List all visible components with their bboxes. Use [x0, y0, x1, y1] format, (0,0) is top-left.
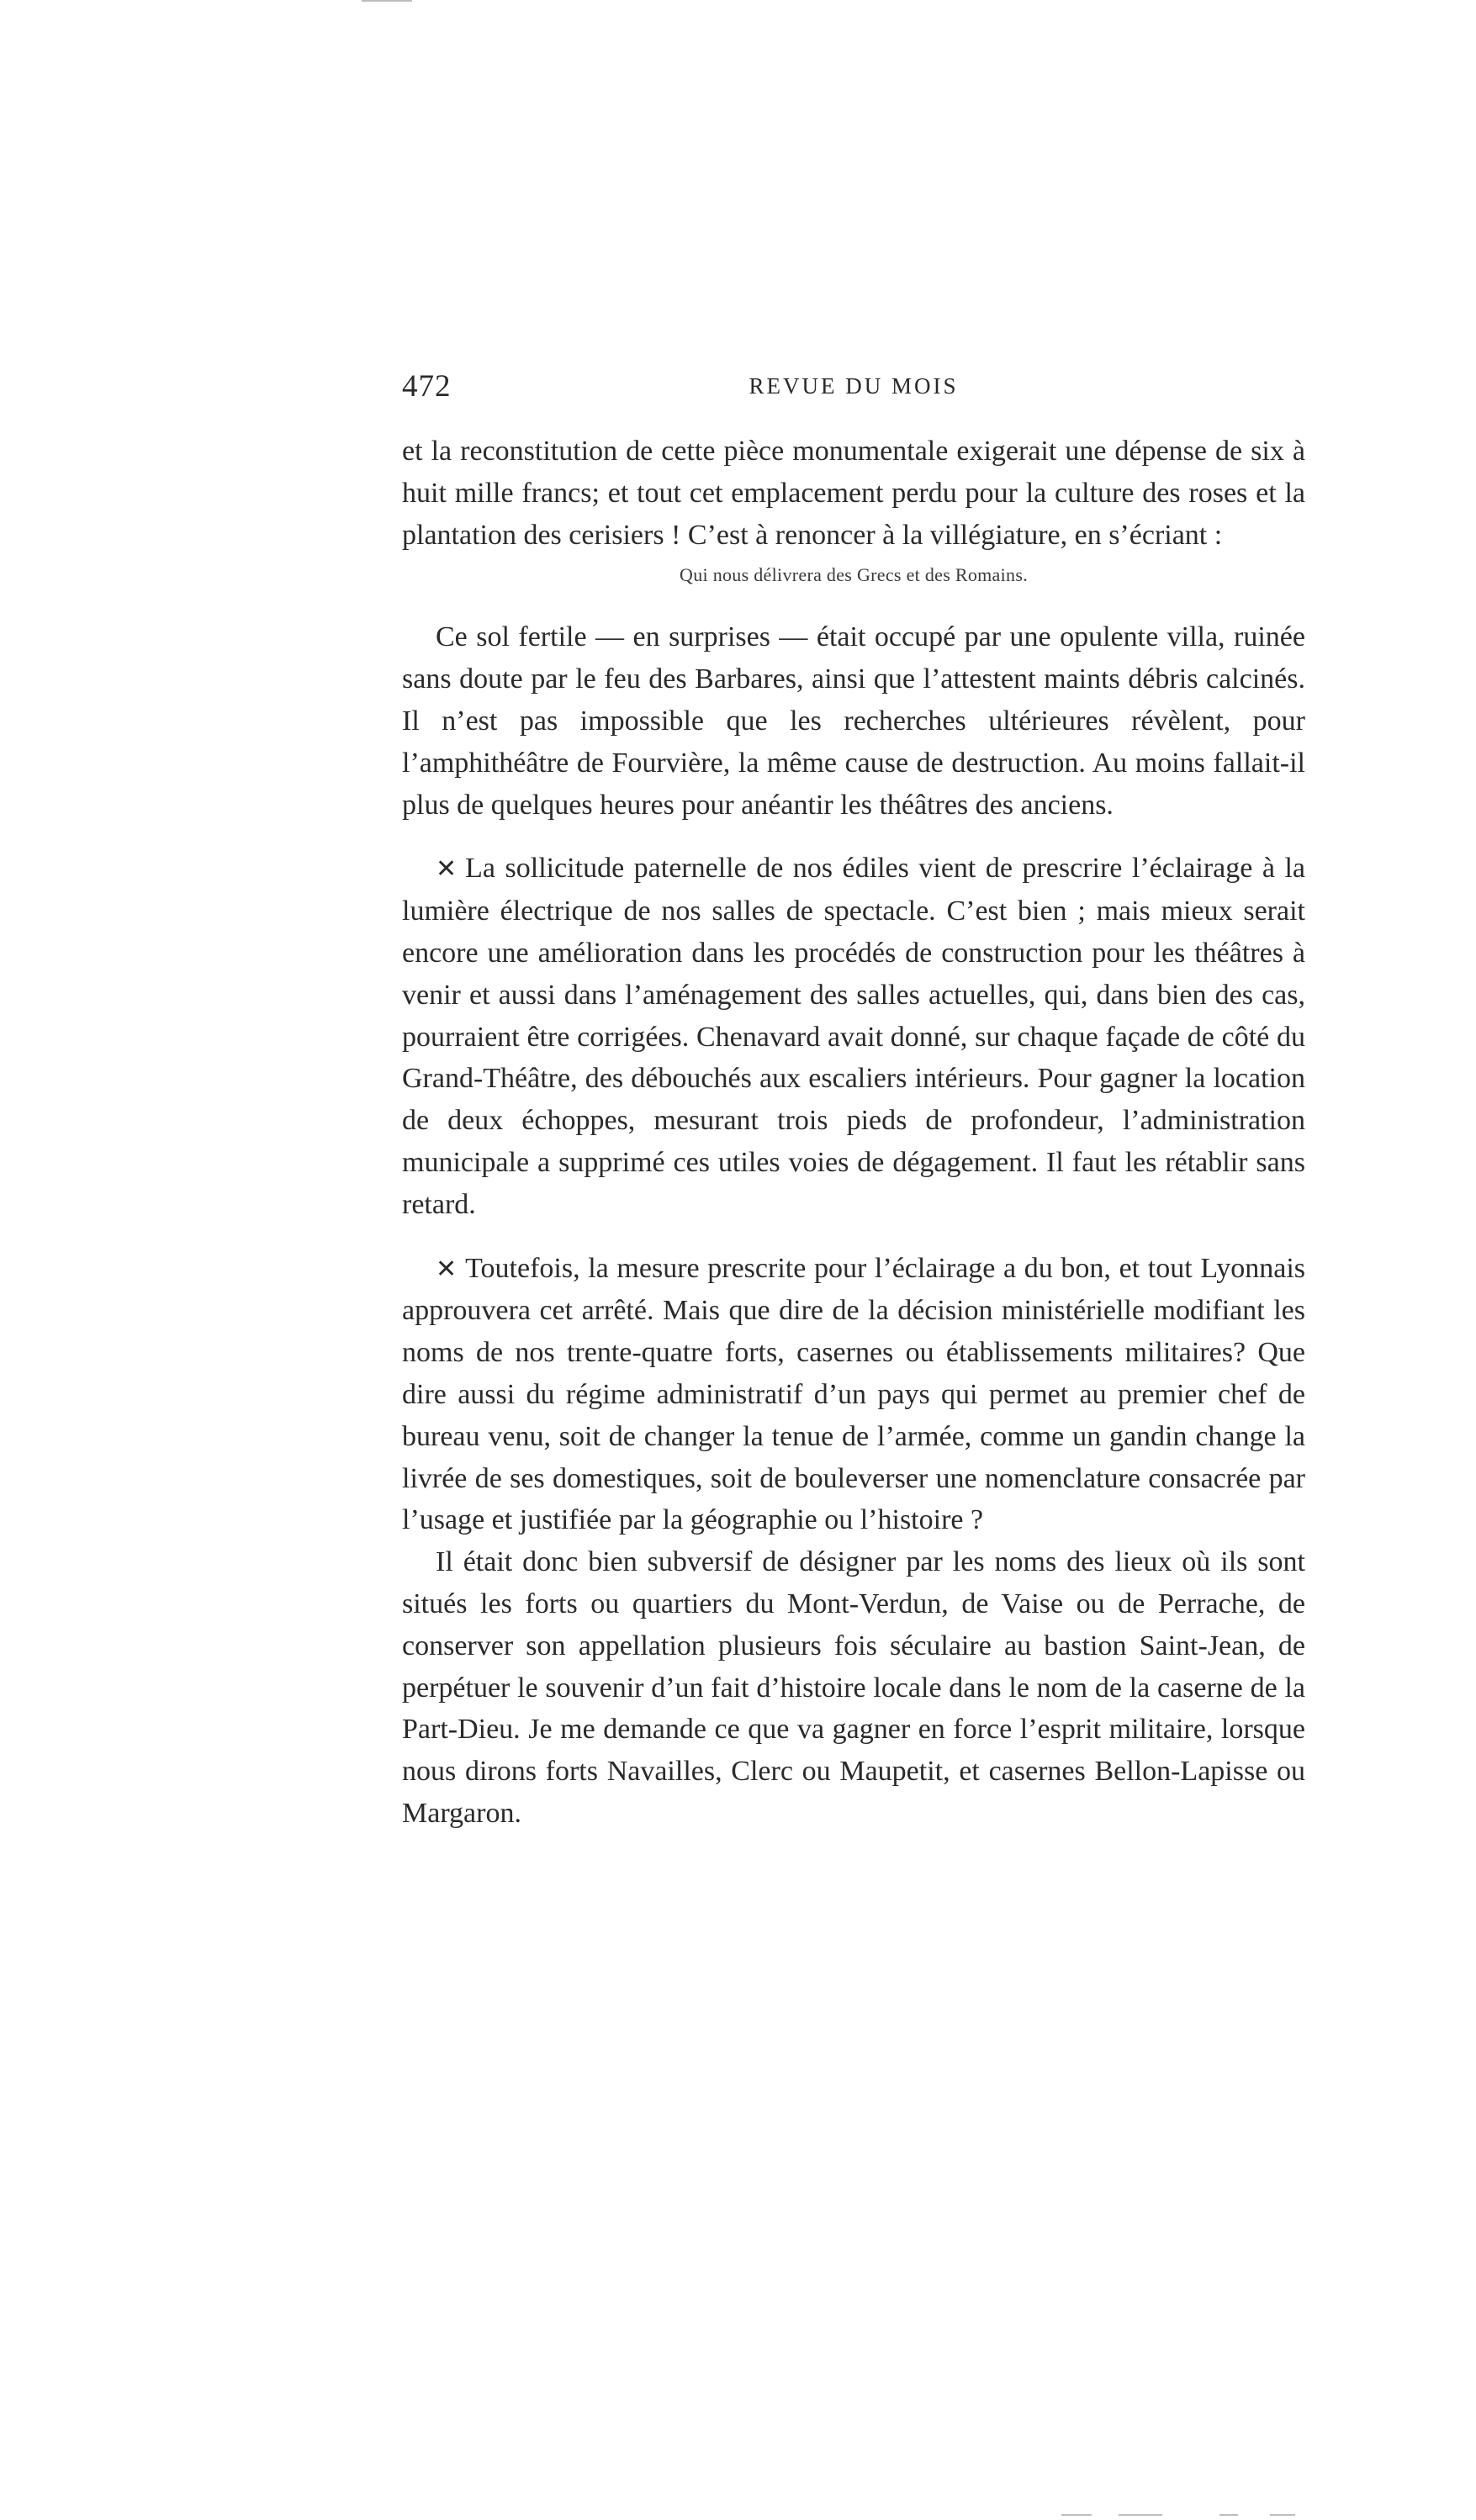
scan-speck [1219, 2514, 1238, 2516]
verse-quote: Qui nous délivrera des Grecs et des Romains. [680, 564, 1028, 586]
paragraph-4 [402, 1248, 1305, 1542]
running-head: REVUE DU MOIS [749, 373, 959, 399]
paragraph-2: Ce sol fertile — en surprises — était occupé par une opulente villa, ruinée sans doute par le feu des Barbares, ainsi que l’attestent maints débris calcinés. Il n’est pas impossible que les recherches ultérieures révèlent, pour l’amphithéâtre de Fourvière, la même cause de destruction. Au moins fallait-il plus de quelques heures pour anéantir les théâtres des anciens. [402, 621, 1305, 821]
scan-speck [1119, 2514, 1162, 2516]
section-marker-icon: ✕ [436, 854, 458, 885]
page-header [402, 368, 1305, 410]
paragraph-4-text: Toutefois, la mesure prescrite pour l’éclairage a du bon, et tout Lyonnais approuvera cet arrêté. Mais que dire de la décision ministérielle modifiant les noms de nos trente-quatre forts, casernes ou établissements militaires? Que dire aussi du régime administratif d’un pays qui permet au premier chef de bureau venu, soit de changer la tenue de l’armée, comme un gandin change la livrée de ses domestiques, soit de bouleverser une nomenclature consacrée par l’usage et justifiée par la géographie ou l’histoire ? [402, 1252, 1305, 1536]
scan-speck [1270, 2514, 1295, 2516]
section-marker-icon: ✕ [436, 1254, 458, 1284]
paragraph-3-text: La sollicitude paternelle de nos édiles vient de prescrire l’éclairage à la lumière électrique de nos salles de spectacle. C’est bien ; mais mieux serait encore une amélioration dans les procédés de construction pour les théâtres à venir et aussi dans l’aménagement des salles actuelles, qui, dans bien des cas, pourraient être corrigées. Chenavard avait donné, sur chaque façade de côté du Grand-Théâtre, des débouchés aux escaliers intérieurs. Pour gagner la location de deux échoppes, mesurant trois pieds de profondeur, l’administration municipale a supprimé ces utiles voies de dégagement. Il faut les rétablir sans retard. [402, 853, 1305, 1220]
page-number: 472 [402, 369, 452, 404]
scan-speck [362, 0, 412, 2]
paragraph-1: et la reconstitution de cette pièce monumentale exigerait une dépense de six à huit mille francs; et tout cet emplacement perdu pour la culture des roses et la plantation des cerisiers ! C’est à renoncer à la villégiature, en s’écriant : [402, 436, 1305, 551]
paragraph-3 [402, 848, 1305, 1225]
paragraph-5: Il était donc bien subversif de désigner par les noms des lieux où ils sont situés les forts ou quartiers du Mont-Verdun, de Vaise ou de Perrache, de conserver son appellation plusieurs fois séculaire au bastion Saint-Jean, de perpétuer le souvenir d’un fait d’histoire locale dans le nom de la caserne de la Part-Dieu. Je me demande ce que va gagner en force l’esprit militaire, lorsque nous dirons forts Navailles, Clerc ou Maupetit, et casernes Bellon-Lapisse ou Margaron. [402, 1546, 1305, 1829]
scan-speck [1061, 2514, 1092, 2516]
body-text [402, 431, 1305, 1835]
